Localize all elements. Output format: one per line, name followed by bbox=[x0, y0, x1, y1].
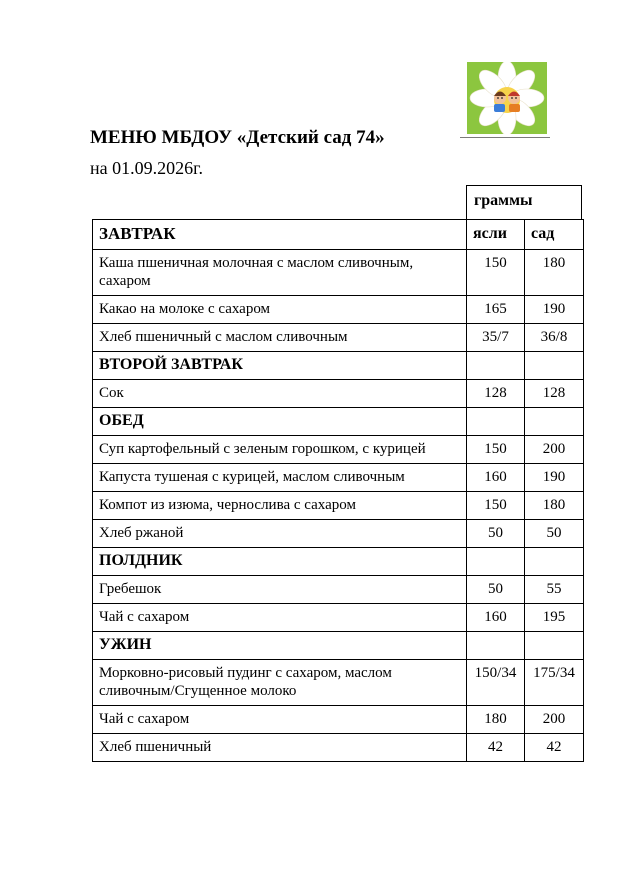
table-row bbox=[93, 576, 584, 604]
portion-nursery: 35/7 bbox=[467, 324, 525, 352]
portion-garden: 128 bbox=[525, 380, 584, 408]
empty-cell bbox=[525, 352, 584, 380]
table-row bbox=[93, 492, 584, 520]
section-row bbox=[93, 408, 584, 436]
portion-garden: 175/34 bbox=[525, 660, 584, 706]
dish-name: Хлеб пшеничный bbox=[93, 734, 467, 762]
table-row bbox=[93, 324, 584, 352]
empty-cell bbox=[467, 408, 525, 436]
empty-cell bbox=[467, 352, 525, 380]
section-title: ПОЛДНИК bbox=[93, 548, 467, 576]
portion-nursery: 128 bbox=[467, 380, 525, 408]
section-title: ОБЕД bbox=[93, 408, 467, 436]
dish-name: Капуста тушеная с курицей, маслом сливочным bbox=[93, 464, 467, 492]
section-row bbox=[93, 352, 584, 380]
table-row bbox=[93, 660, 584, 706]
portion-garden: 200 bbox=[525, 706, 584, 734]
portion-garden: 190 bbox=[525, 296, 584, 324]
portion-nursery: 50 bbox=[467, 520, 525, 548]
section-row bbox=[93, 632, 584, 660]
table-row bbox=[93, 604, 584, 632]
portion-garden: 180 bbox=[525, 492, 584, 520]
dish-name: Суп картофельный с зеленым горошком, с курицей bbox=[93, 436, 467, 464]
dish-name: Компот из изюма, чернослива с сахаром bbox=[93, 492, 467, 520]
table-row bbox=[93, 380, 584, 408]
dish-name: Гребешок bbox=[93, 576, 467, 604]
section-title: УЖИН bbox=[93, 632, 467, 660]
portion-nursery: 150 bbox=[467, 436, 525, 464]
column-header-nursery: ясли bbox=[467, 220, 525, 250]
column-header-garden: сад bbox=[525, 220, 584, 250]
portion-nursery: 150 bbox=[467, 250, 525, 296]
portion-garden: 195 bbox=[525, 604, 584, 632]
dish-name: Сок bbox=[93, 380, 467, 408]
kindergarten-flower-logo bbox=[467, 62, 547, 134]
section-row bbox=[93, 548, 584, 576]
grams-header bbox=[466, 185, 582, 219]
portion-nursery: 50 bbox=[467, 576, 525, 604]
table-row bbox=[93, 296, 584, 324]
portion-garden: 42 bbox=[525, 734, 584, 762]
empty-cell bbox=[467, 632, 525, 660]
empty-cell bbox=[525, 632, 584, 660]
table-row bbox=[93, 436, 584, 464]
grams-label: граммы bbox=[474, 192, 533, 209]
table-header-row bbox=[93, 220, 584, 250]
menu-table bbox=[92, 219, 584, 762]
portion-nursery: 165 bbox=[467, 296, 525, 324]
section-title: ЗАВТРАК bbox=[93, 220, 467, 250]
menu-date: на 01.09.2026г. bbox=[90, 158, 203, 178]
table-row bbox=[93, 250, 584, 296]
portion-nursery: 160 bbox=[467, 464, 525, 492]
dish-name: Чай с сахаром bbox=[93, 706, 467, 734]
portion-garden: 200 bbox=[525, 436, 584, 464]
portion-nursery: 42 bbox=[467, 734, 525, 762]
portion-nursery: 180 bbox=[467, 706, 525, 734]
dish-name: Морковно-рисовый пудинг с сахаром, маслом сливочным/Сгущенное молоко bbox=[93, 660, 467, 706]
portion-garden: 36/8 bbox=[525, 324, 584, 352]
portion-nursery: 150/34 bbox=[467, 660, 525, 706]
empty-cell bbox=[525, 408, 584, 436]
dish-name: Хлеб пшеничный с маслом сливочным bbox=[93, 324, 467, 352]
portion-nursery: 150 bbox=[467, 492, 525, 520]
portion-nursery: 160 bbox=[467, 604, 525, 632]
logo-underline bbox=[460, 137, 550, 138]
table-row bbox=[93, 706, 584, 734]
dish-name: Какао на молоке с сахаром bbox=[93, 296, 467, 324]
table-row bbox=[93, 464, 584, 492]
portion-garden: 180 bbox=[525, 250, 584, 296]
page-title: МЕНЮ МБДОУ «Детский сад 74» bbox=[90, 127, 385, 148]
portion-garden: 55 bbox=[525, 576, 584, 604]
dish-name: Хлеб ржаной bbox=[93, 520, 467, 548]
table-row bbox=[93, 520, 584, 548]
portion-garden: 190 bbox=[525, 464, 584, 492]
empty-cell bbox=[467, 548, 525, 576]
portion-garden: 50 bbox=[525, 520, 584, 548]
dish-name: Чай с сахаром bbox=[93, 604, 467, 632]
table-row bbox=[93, 734, 584, 762]
dish-name: Каша пшеничная молочная с маслом сливочным, сахаром bbox=[93, 250, 467, 296]
section-title: ВТОРОЙ ЗАВТРАК bbox=[93, 352, 467, 380]
empty-cell bbox=[525, 548, 584, 576]
